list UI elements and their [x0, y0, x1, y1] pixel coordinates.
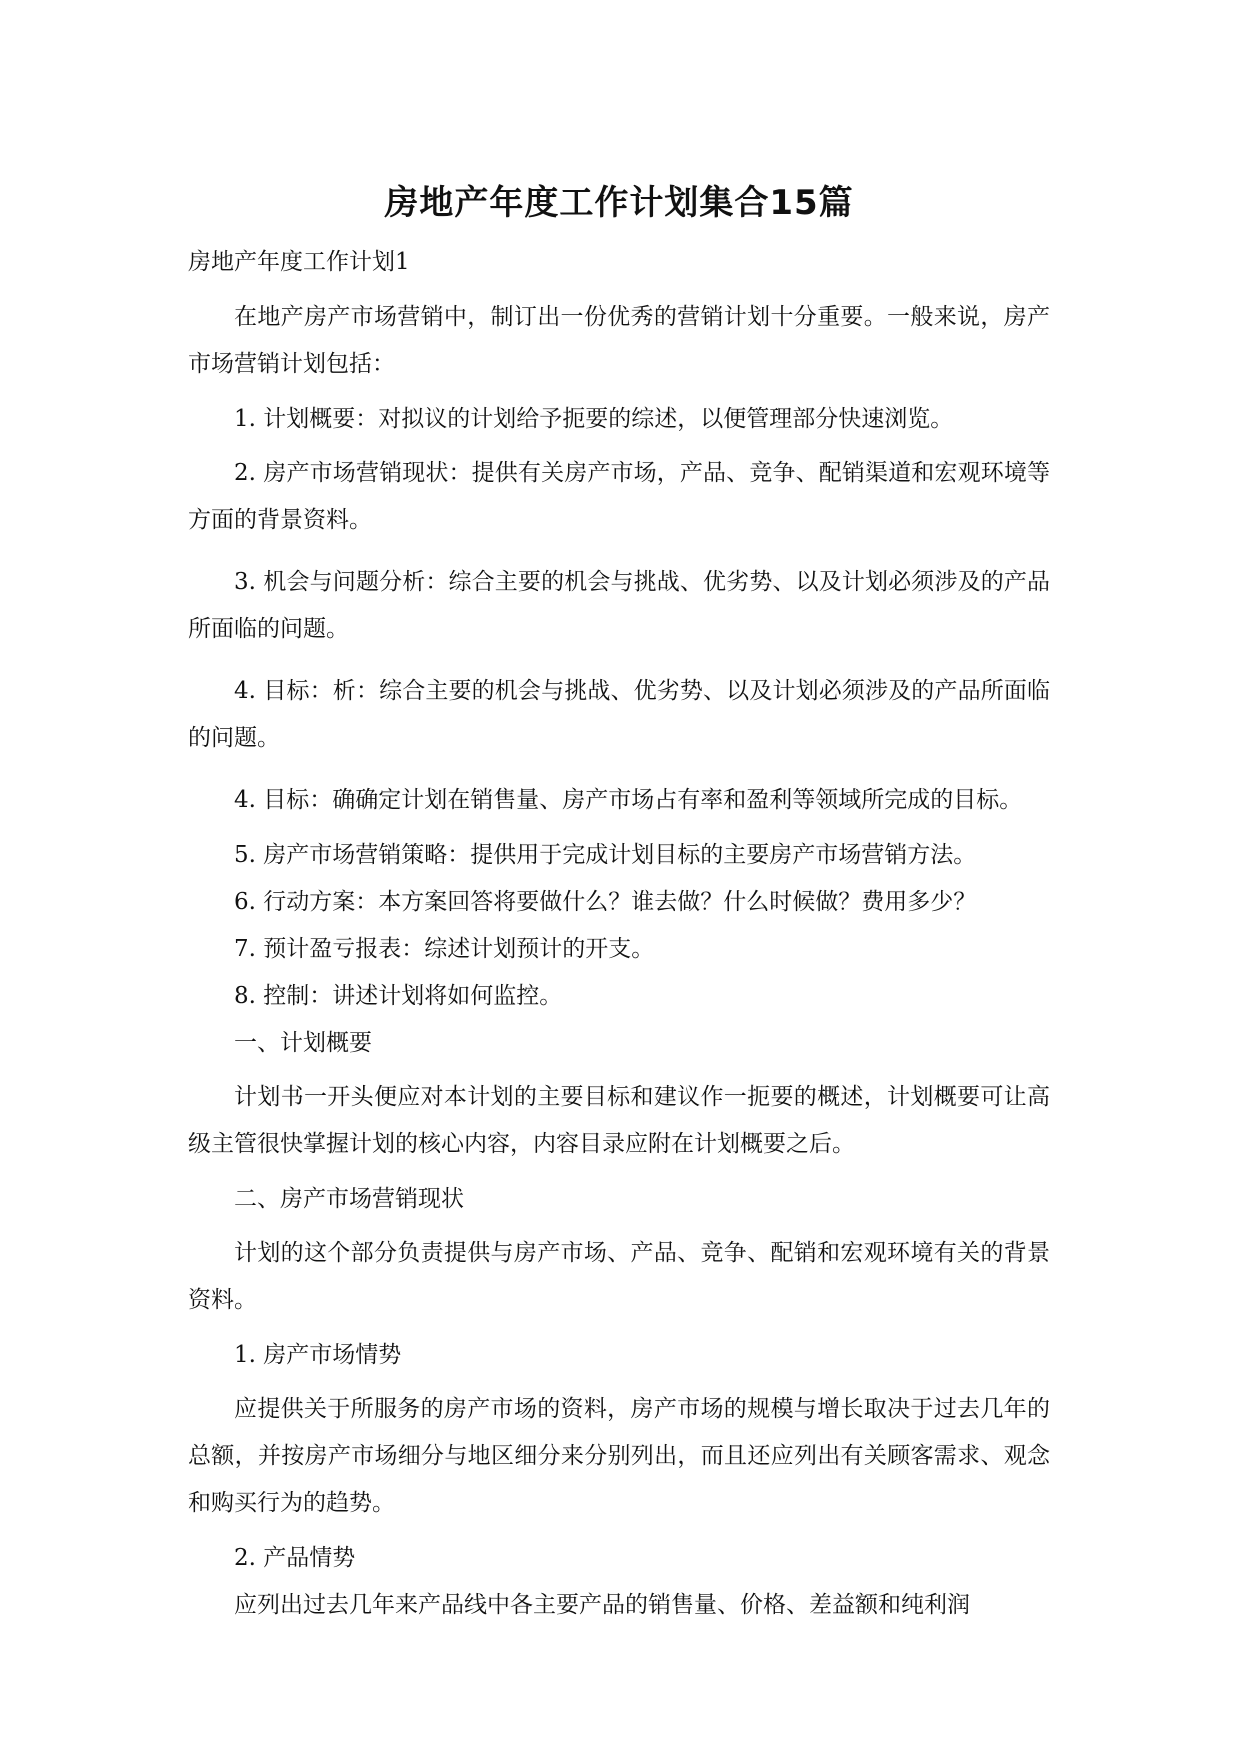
- section-heading-summary: 一、计划概要: [234, 1030, 372, 1056]
- paragraph-intro: 在地产房产市场营销中，制订出一份优秀的营销计划十分重要。一般来说，房产市场营销计划包括：: [188, 304, 1050, 377]
- section-heading-market-status: 二、房产市场营销现状: [234, 1186, 464, 1212]
- list-item-market-status: 2. 房产市场营销现状：提供有关房产市场，产品、竞争、配销渠道和宏观环境等方面的背景资料。: [188, 460, 1050, 533]
- list-item-plan-summary: 1. 计划概要：对拟议的计划给予扼要的综述，以便管理部分快速浏览。: [234, 406, 954, 432]
- subsection-heading-product: 2. 产品情势: [234, 1545, 356, 1571]
- paragraph-list: [188, 294, 1050, 1621]
- paragraph-product: 应列出过去几年来产品线中各主要产品的销售量、价格、差益额和纯利润: [234, 1592, 970, 1618]
- list-item-control: 8. 控制：讲述计划将如何监控。: [234, 983, 563, 1009]
- list-item-opportunity-analysis: 3. 机会与问题分析：综合主要的机会与挑战、优劣势、以及计划必须涉及的产品所面临的问题。: [188, 569, 1050, 642]
- subsection-heading-market: 1. 房产市场情势: [234, 1342, 402, 1368]
- document-title: 房地产年度工作计划集合15篇: [384, 183, 854, 223]
- paragraph-summary: 计划书一开头便应对本计划的主要目标和建议作一扼要的概述，计划概要可让高级主管很快掌握计划的核心内容，内容目录应附在计划概要之后。: [188, 1084, 1050, 1157]
- section-subtitle: 房地产年度工作计划1: [188, 249, 410, 275]
- list-item-target: 4. 目标：确确定计划在销售量、房产市场占有率和盈利等领域所完成的目标。: [234, 787, 1023, 813]
- list-item-action-plan: 6. 行动方案：本方案回答将要做什么？谁去做？什么时候做？费用多少？: [234, 889, 977, 915]
- paragraph-market-status: 计划的这个部分负责提供与房产市场、产品、竞争、配销和宏观环境有关的背景资料。: [188, 1240, 1050, 1313]
- paragraph-market: 应提供关于所服务的房产市场的资料，房产市场的规模与增长取决于过去几年的总额，并按房产市场细分与地区细分来分别列出，而且还应列出有关顾客需求、观念和购买行为的趋势。: [188, 1396, 1050, 1516]
- list-item-forecast: 7. 预计盈亏报表：综述计划预计的开支。: [234, 936, 655, 962]
- document-page: [188, 180, 1050, 1636]
- list-item-strategy: 5. 房产市场营销策略：提供用于完成计划目标的主要房产市场营销方法。: [234, 842, 977, 868]
- list-item-target-analysis: 4. 目标：析：综合主要的机会与挑战、优劣势、以及计划必须涉及的产品所面临的问题。: [188, 678, 1050, 751]
